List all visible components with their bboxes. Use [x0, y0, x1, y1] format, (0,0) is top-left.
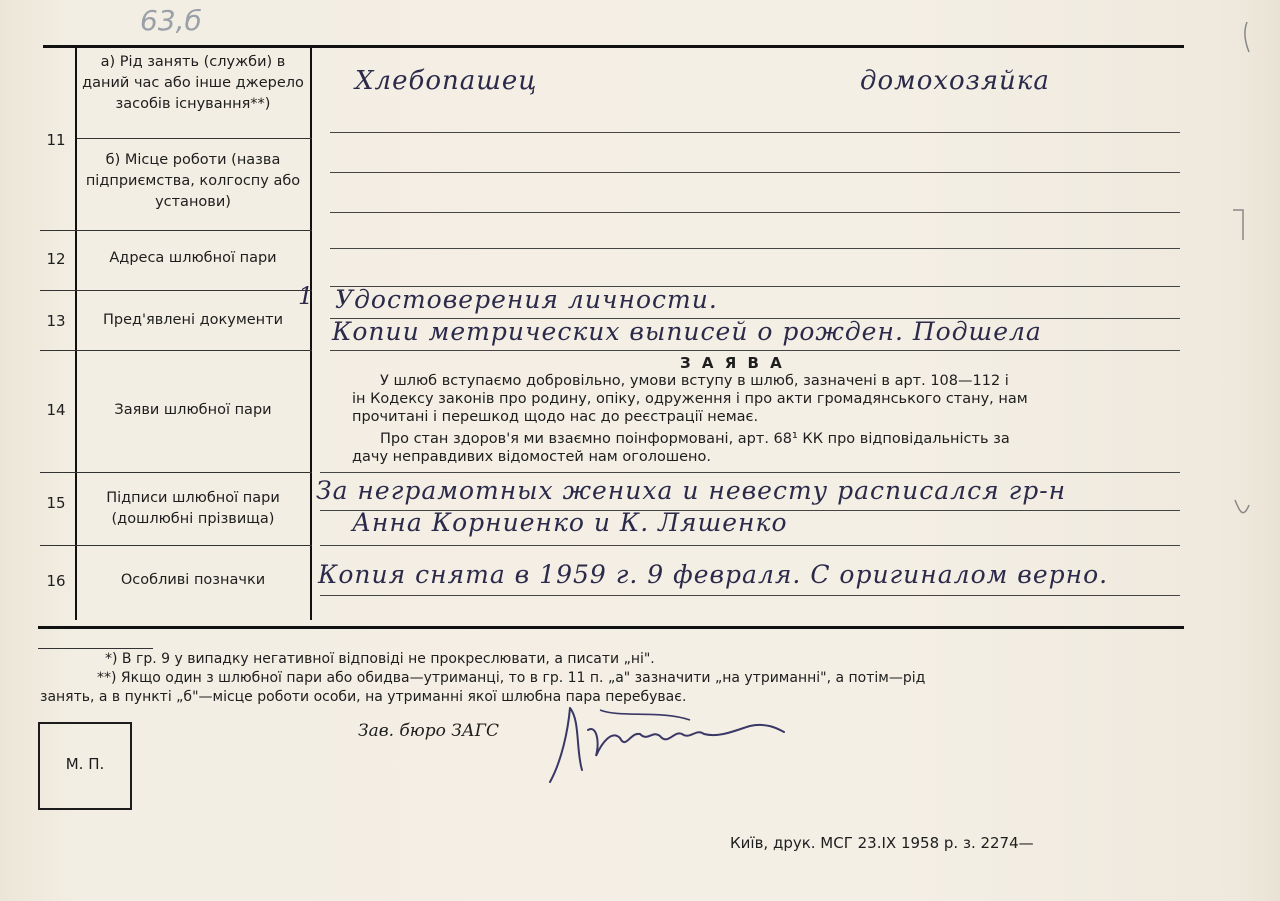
- docs-line-2: Копии метрических выписей о рожден. Подшела: [332, 317, 1042, 346]
- row-sep-13-14: [40, 350, 312, 351]
- ruled-line: [330, 212, 1180, 213]
- top-border: [43, 45, 1184, 48]
- row-15-label: Підписи шлюбної пари (дошлюбні прізвища): [106, 490, 280, 527]
- ruled-line: [320, 545, 1180, 546]
- row-number-12: 12: [46, 250, 66, 268]
- signatures-line-1: За неграмотных жениха и невесту расписался гр-н: [316, 476, 1067, 505]
- bride-occupation: домохозяйка: [860, 66, 1050, 96]
- footnote-2-line2: занять, а в пункті „б"—місце роботи особи, на утриманні якої шлюбна пара перебуває.: [40, 689, 687, 705]
- row-number-16: 16: [46, 572, 66, 590]
- row-sep-12-13: [40, 290, 312, 291]
- registry-head-signature: [540, 690, 800, 790]
- col-divider-label: [310, 48, 312, 620]
- seal-label: М. П.: [65, 755, 105, 773]
- groom-occupation: Хлебопашец: [355, 66, 538, 96]
- row-number-11: 11: [46, 131, 66, 149]
- ruled-line: [320, 595, 1180, 596]
- row-sep-11a-11b: [77, 138, 312, 139]
- docs-mark: 1: [298, 282, 315, 310]
- row-16-label: Особливі позначки: [120, 572, 266, 588]
- margin-pencil-marks: [1225, 0, 1275, 560]
- footnote-rule: [38, 648, 153, 649]
- row-11a-label: а) Рід занять (служби) в даний час або інше джерело засобів існування**): [82, 54, 304, 112]
- statement-para1-line3: прочитані і перешкод щодо нас до реєстрації немає.: [352, 409, 759, 425]
- special-notes: Копия снята в 1959 г. 9 февраля. С оригиналом верно.: [318, 560, 1109, 589]
- statement-title: З А Я В А: [680, 354, 785, 372]
- statement-para1-line1: У шлюб вступаємо добровільно, умови вступу в шлюб, зазначені в арт. 108—112 і: [380, 373, 1009, 389]
- seal-placeholder: [38, 722, 132, 810]
- footnote-2-line1: **) Якщо один з шлюбної пари або обидва—утриманці, то в гр. 11 п. „а" зазначити „на утриманні", а потім—рід: [97, 670, 926, 686]
- docs-line-1: Удостоверения личности.: [335, 285, 718, 314]
- statement-para2-line1: Про стан здоров'я ми взаємно поінформовані, арт. 68¹ КК про відповідальність за: [380, 431, 1010, 447]
- row-11b-label: б) Місце роботи (назва підприємства, колгоспу або установи): [85, 152, 301, 210]
- archive-number: 63,б: [140, 4, 202, 37]
- ruled-line: [330, 172, 1180, 173]
- row-number-13: 13: [46, 312, 66, 330]
- statement-para2-line2: дачу неправдивих відомостей нам оголошено.: [352, 449, 712, 465]
- printer-imprint: Київ, друк. МСГ 23.IX 1958 р. з. 2274—: [730, 834, 1034, 852]
- row-sep-11-12: [40, 230, 312, 231]
- registry-head-label: Зав. бюро ЗАГС: [358, 721, 500, 741]
- bottom-border: [38, 626, 1184, 629]
- ruled-line: [330, 132, 1180, 133]
- ruled-line: [320, 472, 1180, 473]
- row-sep-14-15: [40, 472, 312, 473]
- ruled-line: [330, 248, 1180, 249]
- row-number-15: 15: [46, 494, 66, 512]
- statement-para1-line2: ін Кодексу законів про родину, опіку, одруження і про акти громадянського стану, нам: [352, 391, 1028, 407]
- footnote-1: *) В гр. 9 у випадку негативної відповіді не прокреслювати, а писати „ні".: [105, 651, 655, 667]
- row-13-label: Пред'явлені документи: [102, 312, 284, 328]
- row-sep-15-16: [40, 545, 312, 546]
- row-number-14: 14: [46, 401, 66, 419]
- ruled-line: [330, 350, 1180, 351]
- signatures-line-2: Анна Корниенко и К. Ляшенко: [352, 508, 788, 537]
- row-12-label: Адреса шлюбної пари: [109, 250, 277, 266]
- row-14-label: Заяви шлюбної пари: [114, 402, 272, 418]
